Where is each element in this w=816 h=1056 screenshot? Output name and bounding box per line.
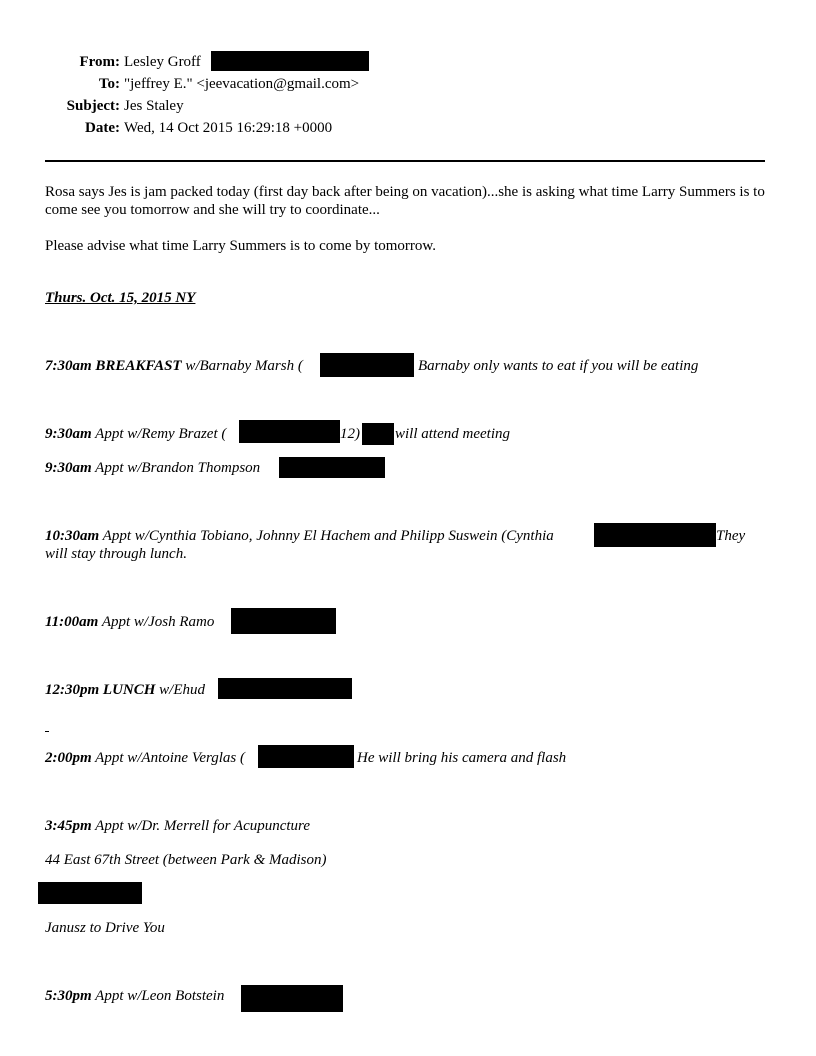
redaction-box (241, 985, 343, 1012)
entry-time: 9:30am (45, 426, 92, 442)
entry-time: 3:45pm (45, 818, 92, 834)
redaction-box (211, 51, 369, 71)
entry-text: Appt w/Cynthia Tobiano, Johnny El Hachem and Philipp Suswein (Cynthia (102, 528, 554, 544)
schedule-entry-brandon-thompson (45, 459, 260, 477)
schedule-entry-josh-ramo (45, 613, 214, 631)
schedule-entry-leon-botstein (45, 987, 224, 1005)
entry-time: 10:30am (45, 528, 100, 544)
entry-time: 2:00pm (45, 750, 92, 766)
entry-text: Appt w/Antoine Verglas ( (95, 750, 246, 766)
stray-mark (45, 731, 49, 732)
entry-time: 11:00am (45, 614, 99, 630)
entry-text: Appt w/Dr. Merrell for Acupuncture (95, 818, 310, 834)
from-value: Lesley Groff (124, 54, 201, 70)
entry-text-continued: They (716, 528, 746, 544)
redaction-box (362, 423, 394, 445)
schedule-entry-breakfast (45, 357, 303, 375)
entry-text: Appt w/Leon Botstein (95, 988, 225, 1004)
schedule-entry-antoine-verglas (45, 749, 245, 767)
entry-note: He will bring his camera and flash (357, 750, 567, 766)
from-label: From: (79, 54, 120, 70)
to-label: To: (98, 76, 120, 92)
redaction-box (231, 608, 336, 634)
entry-time: 7:30am BREAKFAST (45, 358, 182, 374)
header-divider (45, 160, 765, 162)
schedule-entry-lunch (45, 681, 205, 699)
entry-text: w/Barnaby Marsh ( (185, 358, 303, 374)
redaction-box (239, 420, 340, 443)
redaction-box (320, 353, 414, 377)
entry-address: 44 East 67th Street (between Park & Madison) (45, 852, 327, 868)
entry-text-continued: 12) (340, 426, 360, 442)
redaction-box (258, 745, 354, 768)
redaction-box (218, 678, 352, 699)
date-value: Wed, 14 Oct 2015 16:29:18 +0000 (124, 120, 333, 136)
to-value: "jeffrey E." <jeevacation@gmail.com> (124, 76, 360, 92)
entry-note: will attend meeting (395, 426, 510, 442)
entry-time: 12:30pm LUNCH (45, 682, 156, 698)
date-label: Date: (85, 120, 120, 136)
body-paragraph-2: Please advise what time Larry Summers is to come by tomorrow. (45, 238, 437, 254)
entry-time: 9:30am (45, 460, 92, 476)
entry-time: 5:30pm (45, 988, 92, 1004)
entry-note: will stay through lunch. (45, 546, 187, 562)
entry-note: Barnaby only wants to eat if you will be eating (418, 358, 699, 374)
redaction-box (594, 523, 716, 547)
redaction-box (279, 457, 385, 478)
schedule-entry-cynthia-tobiano (45, 527, 554, 545)
subject-label: Subject: (66, 98, 120, 114)
entry-text: w/Ehud (159, 682, 206, 698)
entry-driver: Janusz to Drive You (45, 920, 165, 936)
subject-value: Jes Staley (124, 98, 184, 114)
entry-text: Appt w/Josh Ramo (101, 614, 215, 630)
email-header (0, 0, 816, 150)
schedule-entry-acupuncture (45, 817, 310, 835)
body-paragraph-1: Rosa says Jes is jam packed today (first day back after being on vacation)...she is asking what time Larry Summers is to come see you tomorrow and she will try to coordinate... (45, 184, 765, 218)
redaction-box (38, 882, 142, 904)
schedule-entry-remy-brazet (45, 425, 226, 443)
schedule-heading: Thurs. Oct. 15, 2015 NY (45, 290, 196, 306)
entry-text: Appt w/Brandon Thompson (95, 460, 261, 476)
entry-text: Appt w/Remy Brazet ( (95, 426, 227, 442)
